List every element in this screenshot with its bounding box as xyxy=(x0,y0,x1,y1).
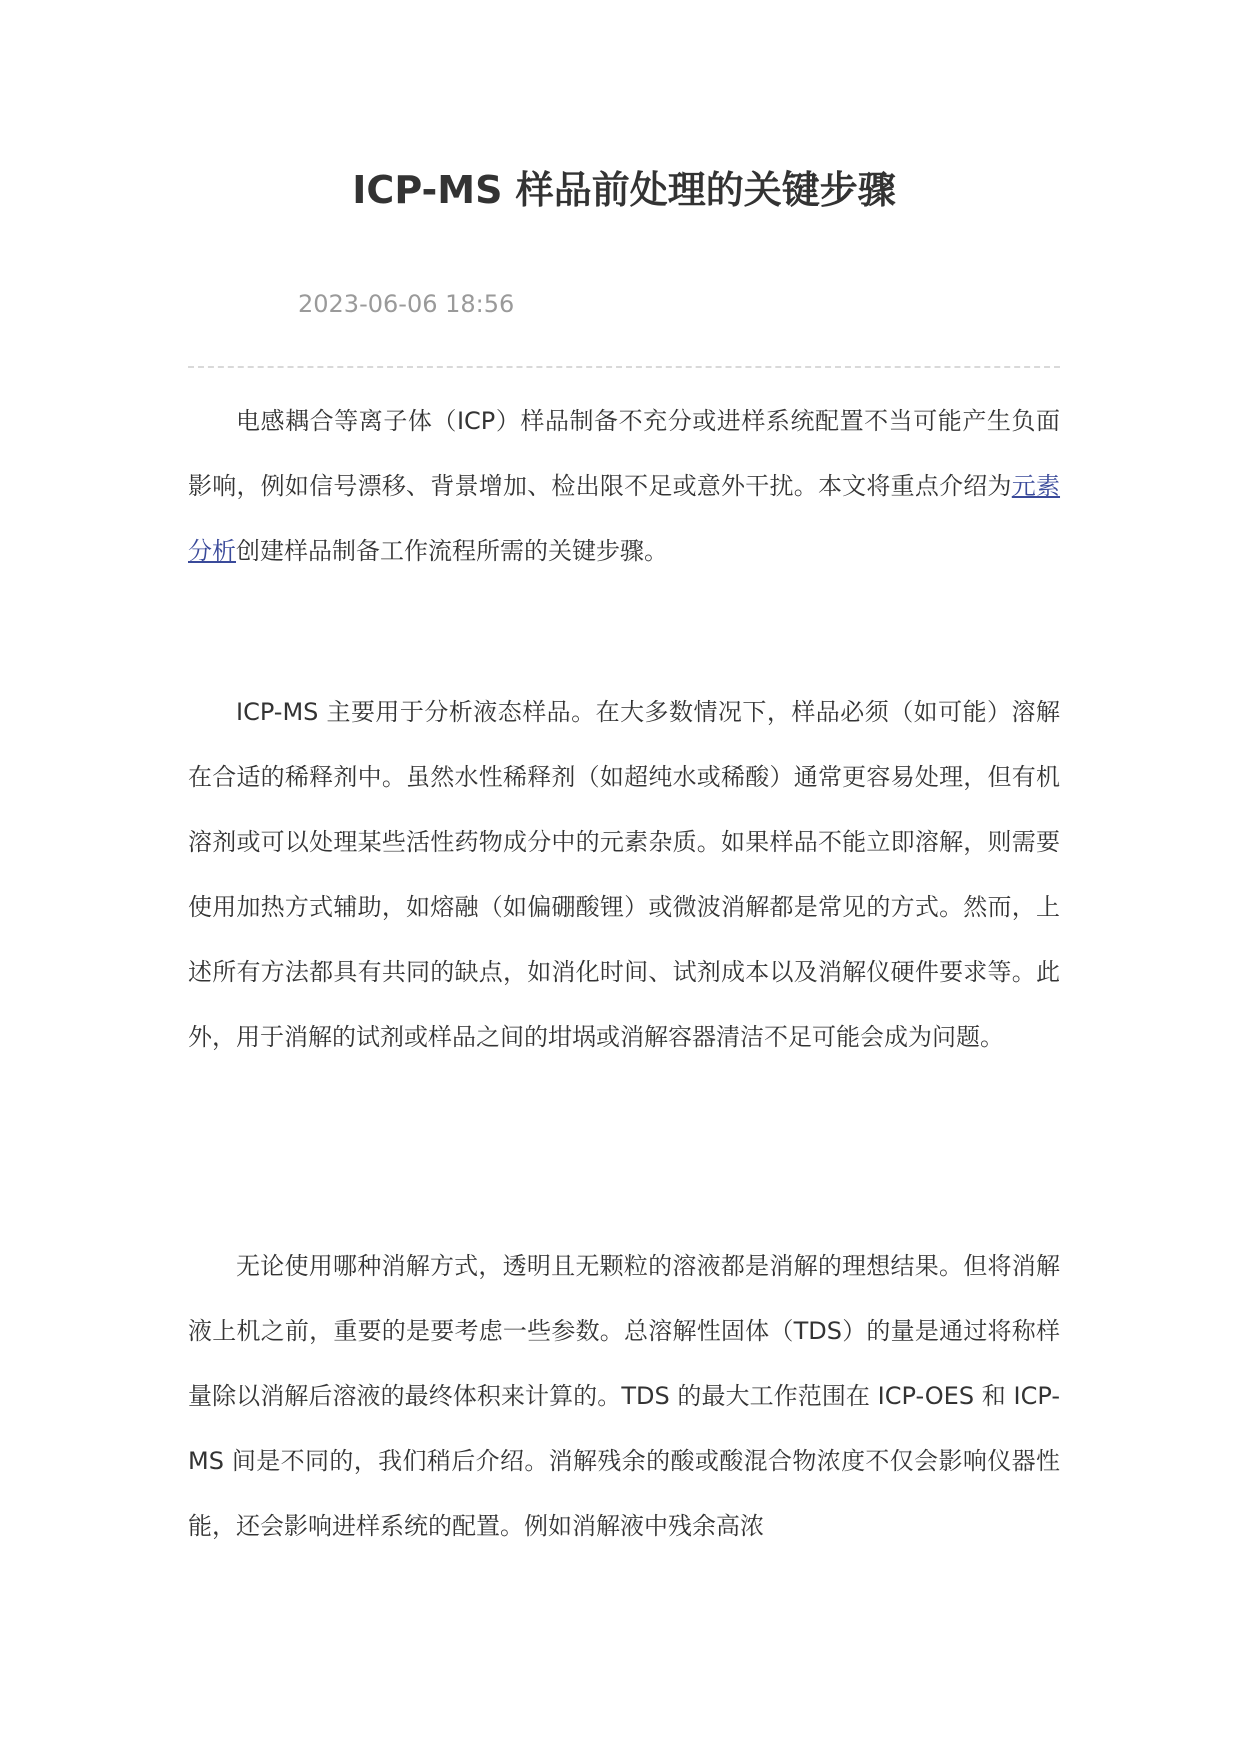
paragraph-intro-text-after-link: 创建样品制备工作流程所需的关键步骤。 xyxy=(236,537,668,565)
paragraph-intro-text-before-link: 电感耦合等离子体（ICP）样品制备不充分或进样系统配置不当可能产生负面影响，例如信号漂移、背景增加、检出限不足或意外干扰。本文将重点介绍为 xyxy=(188,407,1060,500)
paragraph-digestion: 无论使用哪种消解方式，透明且无颗粒的溶液都是消解的理想结果。但将消解液上机之前，重要的是要考虑一些参数。总溶解性固体（TDS）的量是通过将称样量除以消解后溶液的最终体积来计算的。TDS 的最大工作范围在 ICP-OES 和 ICP-MS 间是不同的，我们稍后介绍。消解残余的酸或酸混合物浓度不仅会影响仪器性能，还会影响进样系统的配置。例如消解液中残余高浓 xyxy=(188,1252,1060,1540)
article-title: ICP-MS 样品前处理的关键步骤 xyxy=(352,168,896,212)
publish-date: 2023-06-06 18:56 xyxy=(298,290,515,318)
paragraph-intro xyxy=(188,389,1060,584)
paragraph-liquid-samples: ICP-MS 主要用于分析液态样品。在大多数情况下，样品必须（如可能）溶解在合适的稀释剂中。虽然水性稀释剂（如超纯水或稀酸）通常更容易处理，但有机溶剂或可以处理某些活性药物成分中的元素杂质。如果样品不能立即溶解，则需要使用加热方式辅助，如熔融（如偏硼酸锂）或微波消解都是常见的方式。然而，上述所有方法都具有共同的缺点，如消化时间、试剂成本以及消解仪硬件要求等。此外，用于消解的试剂或样品之间的坩埚或消解容器清洁不足可能会成为问题。 xyxy=(188,698,1060,1051)
elemental-analysis-link[interactable]: 元素分析 xyxy=(188,472,1061,565)
dashed-divider xyxy=(188,366,1060,368)
